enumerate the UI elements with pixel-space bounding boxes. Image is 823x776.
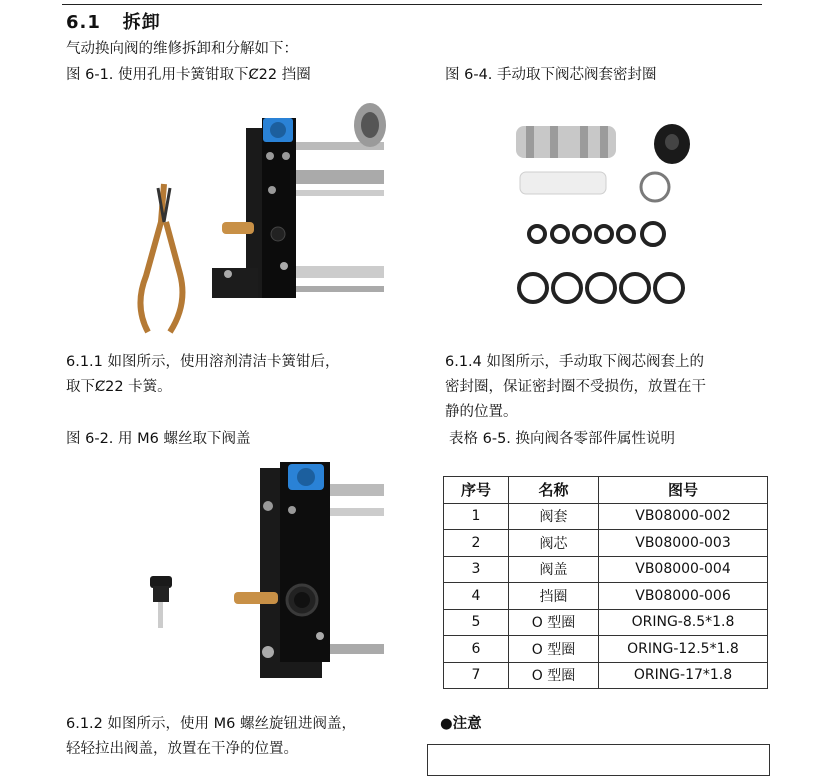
- step-6-1-4-line3: 静的位置。: [445, 404, 518, 420]
- header-rule: [62, 4, 762, 5]
- figure-6-2-caption: 图 6-2. 用 M6 螺丝取下阀盖: [66, 431, 251, 447]
- table-cell: ORING-17*1.8: [599, 662, 768, 689]
- table-cell: VB08000-003: [599, 530, 768, 557]
- table-cell: 3: [444, 556, 509, 583]
- intro-text: 气动换向阀的维修拆卸和分解如下：: [66, 41, 298, 57]
- section-heading: [66, 8, 161, 34]
- notice-box: [427, 744, 770, 776]
- table-cell: ORING-8.5*1.8: [599, 609, 768, 636]
- table-cell: 5: [444, 609, 509, 636]
- step-6-1-1-line1: 6.1.1 如图所示，使用溶剂清洁卡簧钳后，: [66, 354, 340, 370]
- step-6-1-4-line1: 6.1.4 如图所示，手动取下阀芯阀套上的: [445, 354, 705, 370]
- figure-6-2-image: [140, 458, 388, 688]
- step-6-1-1-line2: 取下Ȼ22 卡簧。: [66, 379, 172, 395]
- table-cell: 4: [444, 583, 509, 610]
- table-header-cell: 图号: [599, 477, 768, 504]
- figure-6-4-image: [510, 110, 695, 310]
- table-header-cell: 名称: [509, 477, 599, 504]
- table-header-row: [444, 477, 768, 504]
- table-cell: 阀套: [509, 503, 599, 530]
- figure-6-1-image: [108, 98, 388, 336]
- table-cell: ORING-12.5*1.8: [599, 636, 768, 663]
- table-cell: O 型圈: [509, 662, 599, 689]
- table-cell: VB08000-002: [599, 503, 768, 530]
- step-6-1-2-line1: 6.1.2 如图所示，使用 M6 螺丝旋钮进阀盖，: [66, 716, 356, 732]
- figure-6-4-caption: 图 6-4. 手动取下阀芯阀套密封圈: [445, 67, 657, 83]
- table-cell: O 型圈: [509, 609, 599, 636]
- table-header-cell: 序号: [444, 477, 509, 504]
- table-row: [444, 662, 768, 689]
- table-cell: O 型圈: [509, 636, 599, 663]
- table-cell: 1: [444, 503, 509, 530]
- table-row: [444, 503, 768, 530]
- table-cell: 挡圈: [509, 583, 599, 610]
- step-6-1-4-line2: 密封圈，保证密封圈不受损伤，放置在干: [445, 379, 706, 395]
- table-cell: VB08000-004: [599, 556, 768, 583]
- table-row: [444, 556, 768, 583]
- step-6-1-2-line2: 轻轻拉出阀盖，放置在干净的位置。: [66, 741, 298, 757]
- parts-table: [443, 476, 768, 689]
- table-cell: 7: [444, 662, 509, 689]
- table-6-5-caption: 表格 6-5. 换向阀各零部件属性说明: [449, 431, 676, 447]
- notice-heading: ●注意: [440, 716, 482, 732]
- table-row: [444, 636, 768, 663]
- table-cell: VB08000-006: [599, 583, 768, 610]
- table-cell: 2: [444, 530, 509, 557]
- table-row: [444, 583, 768, 610]
- figure-6-1-caption: 图 6-1. 使用孔用卡簧钳取下Ȼ22 挡圈: [66, 67, 311, 83]
- table-cell: 6: [444, 636, 509, 663]
- table-cell: 阀芯: [509, 530, 599, 557]
- table-row: [444, 609, 768, 636]
- table-row: [444, 530, 768, 557]
- section-title: 拆卸: [122, 12, 161, 33]
- table-cell: 阀盖: [509, 556, 599, 583]
- section-number: 6.1: [66, 12, 101, 33]
